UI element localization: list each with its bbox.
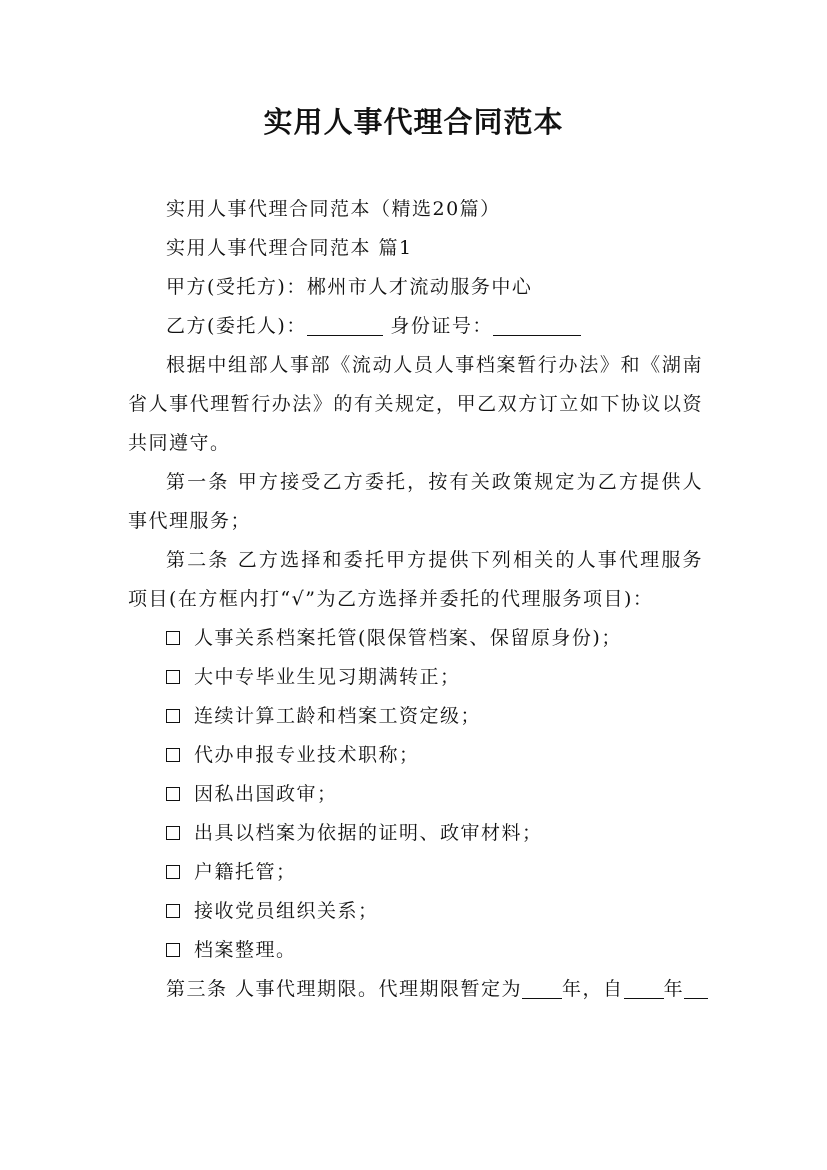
service-label: 代办申报专业技术职称； (194, 744, 420, 766)
service-item (128, 736, 703, 775)
start-month-blank (684, 979, 708, 999)
service-item (128, 658, 703, 697)
service-item (128, 775, 703, 814)
checkbox-icon[interactable] (166, 748, 180, 762)
service-label: 出具以档案为依据的证明、政审材料； (194, 822, 543, 844)
id-blank (493, 316, 581, 336)
party-b-label: 乙方(委托人)： (166, 315, 307, 337)
service-item (128, 892, 703, 931)
service-item (128, 853, 703, 892)
checkbox-icon[interactable] (166, 865, 180, 879)
checkbox-icon[interactable] (166, 670, 180, 684)
service-label: 档案整理。 (194, 939, 297, 961)
party-b-blank (307, 316, 383, 336)
article-3 (128, 970, 703, 1009)
service-label: 连续计算工龄和档案工资定级； (194, 705, 482, 727)
article-3-year: 年，自 (562, 978, 624, 1000)
service-label: 接收党员组织关系； (194, 900, 379, 922)
section-line: 实用人事代理合同范本 篇1 (166, 237, 413, 259)
checkbox-icon[interactable] (166, 631, 180, 645)
document-title: 实用人事代理合同范本 (263, 105, 564, 139)
service-item (128, 619, 703, 658)
term-years-blank (522, 979, 562, 999)
service-item (128, 931, 703, 970)
article-3-year2: 年 (663, 978, 685, 1000)
start-year-blank (624, 979, 664, 999)
article-3-prefix: 第三条 人事代理期限。代理期限暂定为 (166, 978, 523, 1000)
party-b-line (128, 307, 703, 346)
document-body (128, 190, 703, 1009)
checkbox-icon[interactable] (166, 826, 180, 840)
service-label: 人事关系档案托管(限保管档案、保留原身份)； (194, 627, 622, 649)
service-item (128, 697, 703, 736)
checkbox-icon[interactable] (166, 904, 180, 918)
article-2: 第二条 乙方选择和委托甲方提供下列相关的人事代理服务项目(在方框内打“√”为乙方选择并委托的代理服务项目)： (128, 549, 703, 610)
checkbox-icon[interactable] (166, 943, 180, 957)
article-1: 第一条 甲方接受乙方委托，按有关政策规定为乙方提供人事代理服务； (128, 471, 703, 532)
service-item (128, 814, 703, 853)
service-label: 大中专毕业生见习期满转正； (194, 666, 461, 688)
service-label: 户籍托管； (194, 861, 297, 883)
service-checklist (128, 619, 703, 970)
party-a-line: 甲方(受托方)：郴州市人才流动服务中心 (166, 276, 533, 298)
id-label: 身份证号： (390, 315, 493, 337)
service-label: 因私出国政审； (194, 783, 338, 805)
checkbox-icon[interactable] (166, 787, 180, 801)
checkbox-icon[interactable] (166, 709, 180, 723)
intro-paragraph: 根据中组部人事部《流动人员人事档案暂行办法》和《湖南省人事代理暂行办法》的有关规定，甲乙双方订立如下协议以资共同遵守。 (128, 354, 703, 454)
subtitle-line: 实用人事代理合同范本（精选20篇） (166, 198, 501, 220)
